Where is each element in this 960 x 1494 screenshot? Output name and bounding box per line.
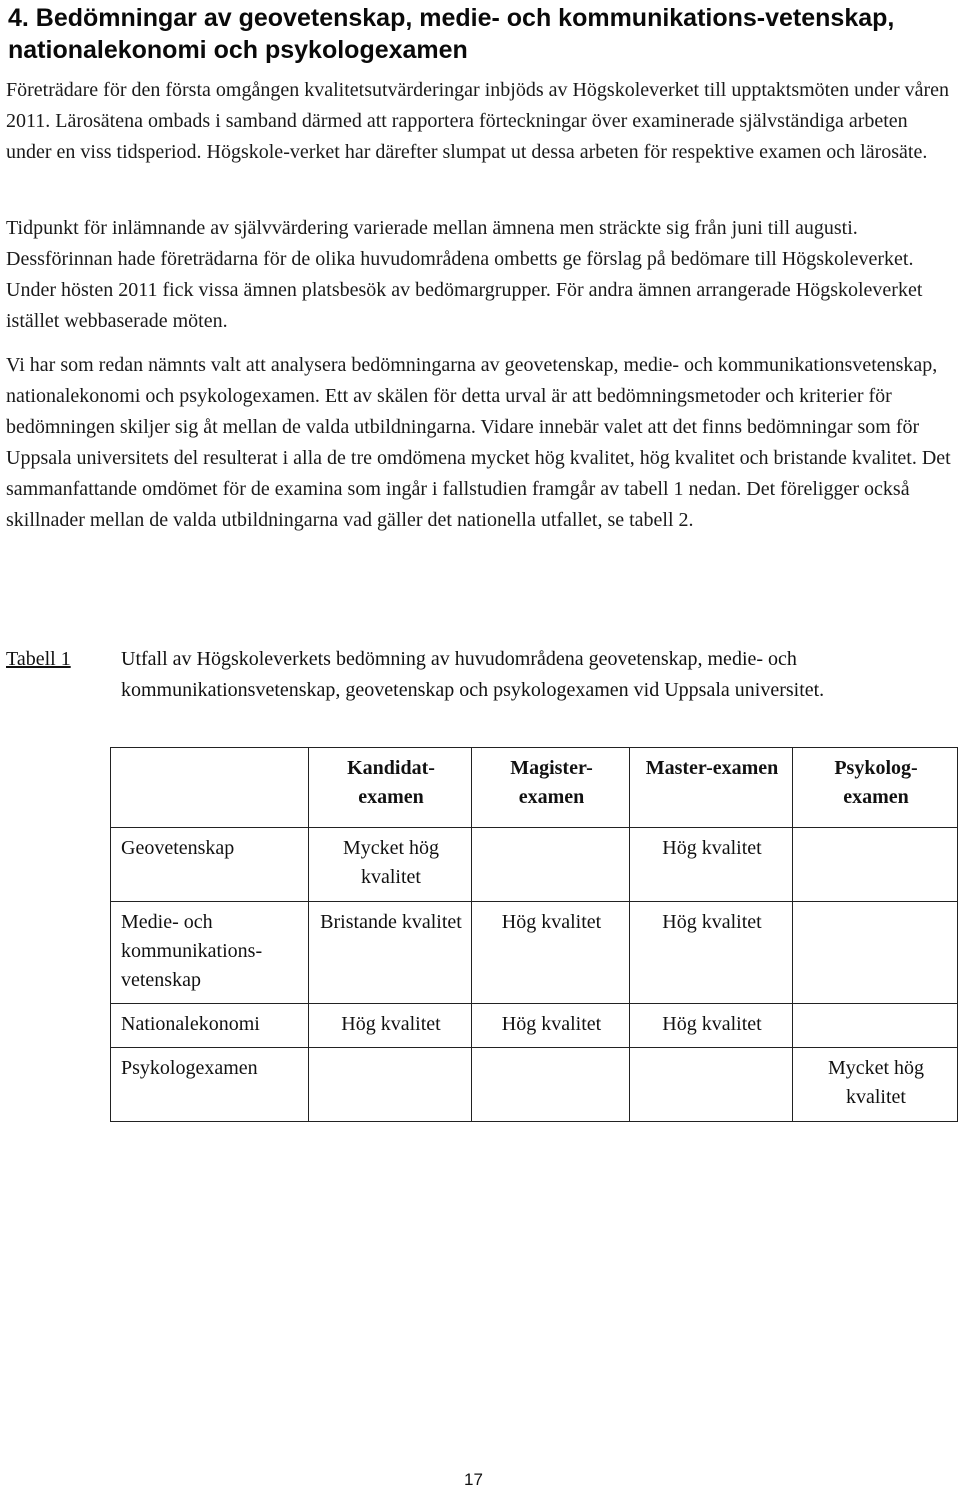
results-table [110,747,958,1122]
section-heading: 4. Bedömningar av geovetenskap, medie- och kommunikations-vetenskap, nationalekonomi och psykologexamen [8,4,895,64]
table-cell: Hög kvalitet [630,1004,793,1048]
row-label: Geovetenskap [111,828,309,902]
row-label: Psykologexamen [111,1048,309,1122]
table-cell [793,828,958,902]
table-cell: Mycket hög kvalitet [793,1048,958,1122]
table-header-row [111,748,958,828]
table-row [111,828,958,902]
table-cell [472,1048,630,1122]
table-cell: Hög kvalitet [472,1004,630,1048]
paragraph-3: Vi har som redan nämnts valt att analysera bedömningarna av geovetenskap, medie- och kommunikationsvetenskap, nationalekonomi och psykologexamen. Ett av skälen för detta urval är att bedömningsmetoder och kriterier för bedömningen skiljer sig åt mellan de valda utbildningarna. Vidare innebär valet att det finns bedömningar som för Uppsala universitets del resulterat i alla de tre omdömena mycket hög kvalitet, hög kvalitet och bristande kvalitet. Det sammanfattande omdömet för de examina som ingår i fallstudien framgår av tabell 1 nedan. Det föreligger också skillnader mellan de valda utbildningarna vad gäller det nationella utfallet, se tabell 2. [6,354,951,531]
table-row [111,902,958,1004]
header-cell-psykolog: Psykolog-examen [793,748,958,828]
row-label: Nationalekonomi [111,1004,309,1048]
table-cell [472,828,630,902]
table-cell: Mycket hög kvalitet [309,828,472,902]
paragraph-1: Företrädare för den första omgången kvalitetsutvärderingar inbjöds av Högskoleverket till upptaktsmöten under våren 2011. Lärosätena ombads i samband därmed att rapportera förteckningar över examinerade självständiga arbeten under en viss tidsperiod. Högskole-verket har därefter slumpat ut dessa arbeten för respektive examen och lärosäte. [6,79,950,163]
table-cell: Bristande kvalitet [309,902,472,1004]
header-cell-kandidat: Kandidat-examen [309,748,472,828]
row-label: Medie- och kommunikations-vetenskap [111,902,309,1004]
table-cell [309,1048,472,1122]
table-cell: Hög kvalitet [309,1004,472,1048]
table-cell [630,1048,793,1122]
paragraph-2: Tidpunkt för inlämnande av självvärdering varierade mellan ämnena men sträckte sig från juni till augusti. Dessförinnan hade företrädarna för de olika huvudområdena ombetts ge förslag på bedömare till Högskoleverket. Under hösten 2011 fick vissa ämnen platsbesök av bedömargrupper. För andra ämnen arrangerade Högskoleverket istället webbaserade möten. [6,217,923,332]
table-cell [793,1004,958,1048]
table-cell [793,902,958,1004]
header-cell-master: Master-examen [630,748,793,828]
table-cell: Hög kvalitet [630,828,793,902]
table-caption-text: Utfall av Högskoleverkets bedömning av huvudområdena geovetenskap, medie- och kommunikationsvetenskap, geovetenskap och psykologexamen vid Uppsala universitet. [121,648,825,701]
table-caption-label: Tabell 1 [6,648,71,670]
header-cell-empty [111,748,309,828]
table-cell: Hög kvalitet [472,902,630,1004]
header-cell-magister: Magister-examen [472,748,630,828]
table-row [111,1004,958,1048]
page-number: 17 [464,1470,483,1489]
table-cell: Hög kvalitet [630,902,793,1004]
table-row [111,1048,958,1122]
